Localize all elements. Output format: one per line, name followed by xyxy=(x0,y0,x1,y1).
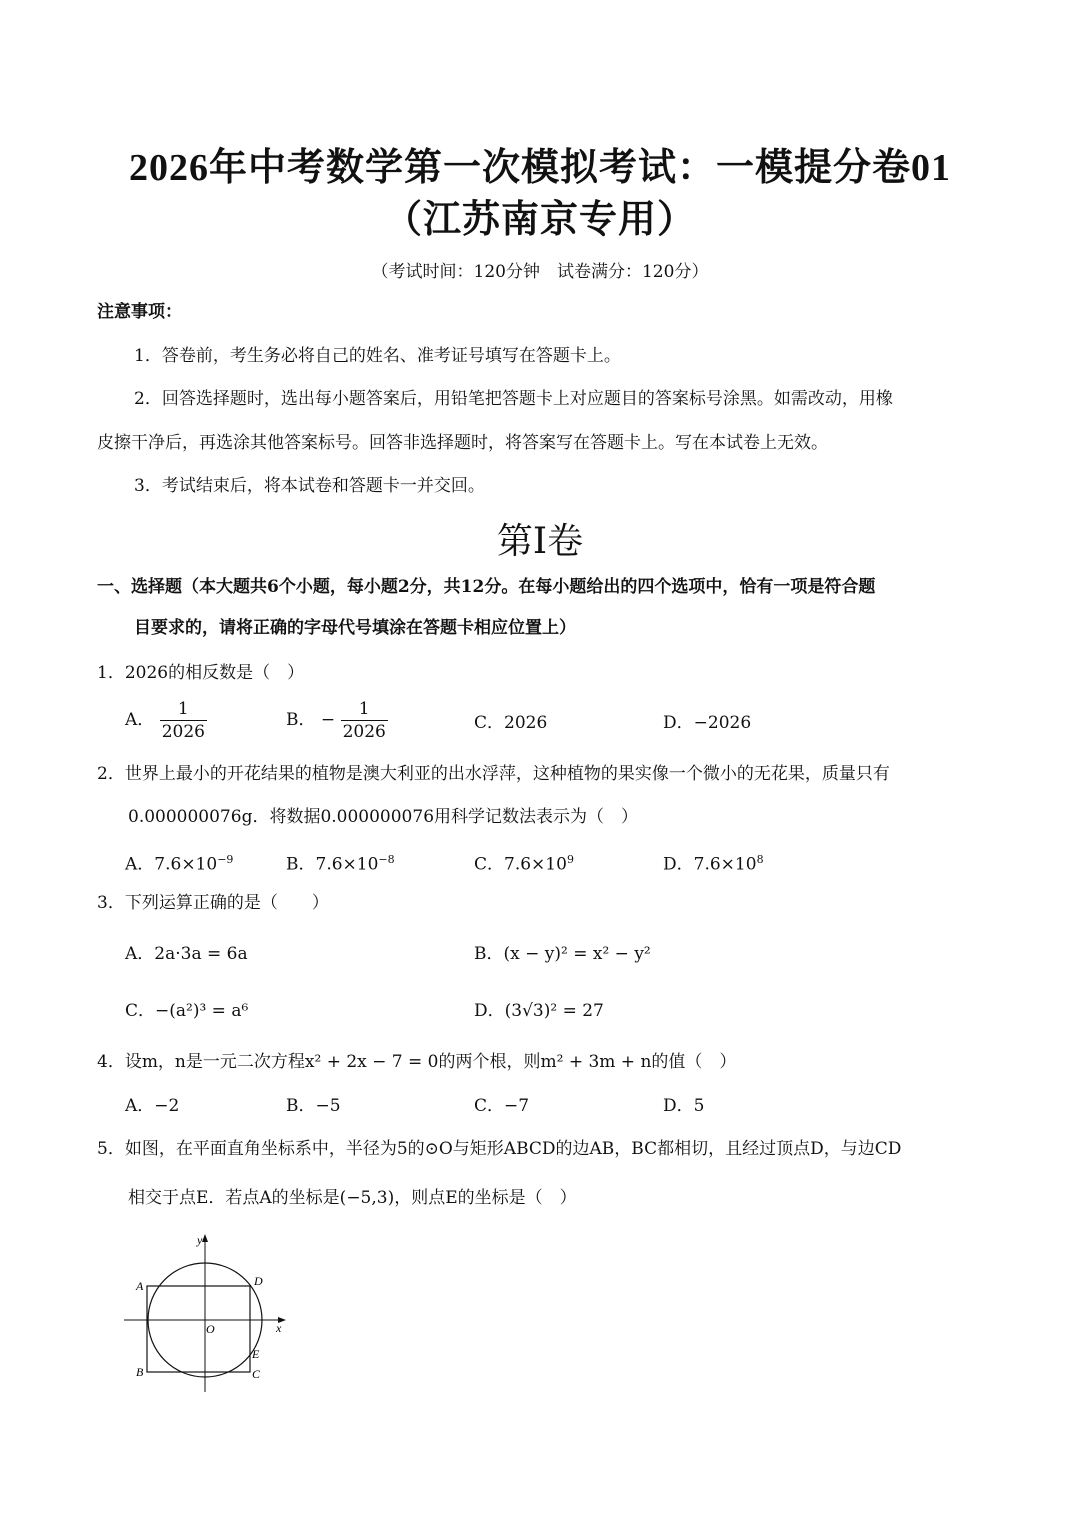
label-c: C xyxy=(252,1367,261,1381)
question-2-stem-cont: 0.000000076g．将数据0.000000076用科学记数法表示为（ ） xyxy=(128,807,639,827)
question-2-stem: 2．世界上最小的开花结果的植物是澳大利亚的出水浮萍，这种植物的果实像一个微小的无花果，质量只有 xyxy=(97,764,890,784)
part-title: 第I卷 xyxy=(496,521,584,562)
question-1-option-d: D．−2026 xyxy=(663,713,752,733)
label-o: O xyxy=(206,1322,215,1336)
question-4-option-c: C．−7 xyxy=(474,1096,530,1116)
notice-heading: 注意事项： xyxy=(97,302,182,322)
option-label: B． xyxy=(286,710,316,730)
question-2-option-b: B．$7.6\times 10^{-8}$ xyxy=(286,853,395,875)
label-b: B xyxy=(136,1365,144,1379)
section-heading: 一、选择题（本大题共6个小题，每小题2分，共12分。在每小题给出的四个选项中，恰有一项是符合题 xyxy=(97,577,876,597)
label-d: D xyxy=(254,1274,263,1288)
question-4-option-a: A．−2 xyxy=(125,1096,180,1116)
question-3-option-b: B．(x − y)² = x² − y² xyxy=(474,944,651,964)
question-4-option-b: B．−5 xyxy=(286,1096,341,1116)
minus-sign: − xyxy=(320,710,336,730)
question-3-option-d: D．(3√3)² = 27 xyxy=(474,1001,604,1021)
notice-item-2: 2．回答选择题时，选出每小题答案后，用铅笔把答题卡上对应题目的答案标号涂黑。如需改动，用橡 xyxy=(134,389,893,409)
exam-info: （考试时间：120分钟 试卷满分：120分） xyxy=(371,262,709,282)
denominator: 2026 xyxy=(342,722,386,742)
label-x: x xyxy=(276,1321,282,1335)
question-2-option-c: C．$7.6\times 10^9$ xyxy=(474,853,574,875)
question-1-stem: 1．2026的相反数是（ ） xyxy=(97,663,305,683)
section-heading-cont: 目要求的，请将正确的字母代号填涂在答题卡相应位置上） xyxy=(134,618,576,638)
question-3-stem: 3．下列运算正确的是（ ） xyxy=(97,893,329,913)
question-3-option-c: C．−(a²)³ = a⁶ xyxy=(125,1001,249,1021)
fraction xyxy=(160,698,207,743)
question-1-option-a xyxy=(125,698,207,743)
question-5-stem-cont: 相交于点E．若点A的坐标是(−5,3)，则点E的坐标是（ ） xyxy=(128,1188,577,1208)
page-subtitle: （江苏南京专用） xyxy=(383,199,696,241)
question-4-option-d: D．5 xyxy=(663,1096,705,1116)
question-5-figure xyxy=(120,1230,300,1400)
denominator: 2026 xyxy=(161,722,205,742)
fraction xyxy=(341,698,388,743)
label-e: E xyxy=(252,1347,260,1361)
numerator: 1 xyxy=(160,698,207,721)
rectangle-abcd xyxy=(147,1286,250,1372)
page-title: 2026年中考数学第一次模拟考试：一模提分卷01 xyxy=(128,147,951,189)
notice-item-1: 1．答卷前，考生务必将自己的姓名、准考证号填写在答题卡上。 xyxy=(134,346,621,366)
numerator: 1 xyxy=(341,698,388,721)
question-2-option-a: A．$7.6\times 10^{-9}$ xyxy=(125,853,234,875)
question-3-option-a: A．2a·3a = 6a xyxy=(125,944,248,964)
question-4-stem: 4．设m，n是一元二次方程x² + 2x − 7 = 0的两个根，则m² + 3m + n的值（ ） xyxy=(97,1052,737,1072)
question-5-stem: 5．如图，在平面直角坐标系中，半径为5的⊙O与矩形ABCD的边AB，BC都相切，且经过顶点D，与边CD xyxy=(97,1139,902,1159)
question-1-option-b xyxy=(286,698,388,743)
label-y: y xyxy=(197,1233,203,1247)
notice-item-3: 3．考试结束后，将本试卷和答题卡一并交回。 xyxy=(134,476,485,496)
y-axis-arrow-icon xyxy=(202,1234,208,1242)
option-label: A． xyxy=(125,710,155,730)
notice-item-2-cont: 皮擦干净后，再选涂其他答案标号。回答非选择题时，将答案写在答题卡上。写在本试卷上无效。 xyxy=(97,433,828,453)
question-2-option-d: D．$7.6\times 10^8$ xyxy=(663,853,764,875)
question-1-option-c: C．2026 xyxy=(474,713,548,733)
label-a: A xyxy=(136,1279,144,1293)
